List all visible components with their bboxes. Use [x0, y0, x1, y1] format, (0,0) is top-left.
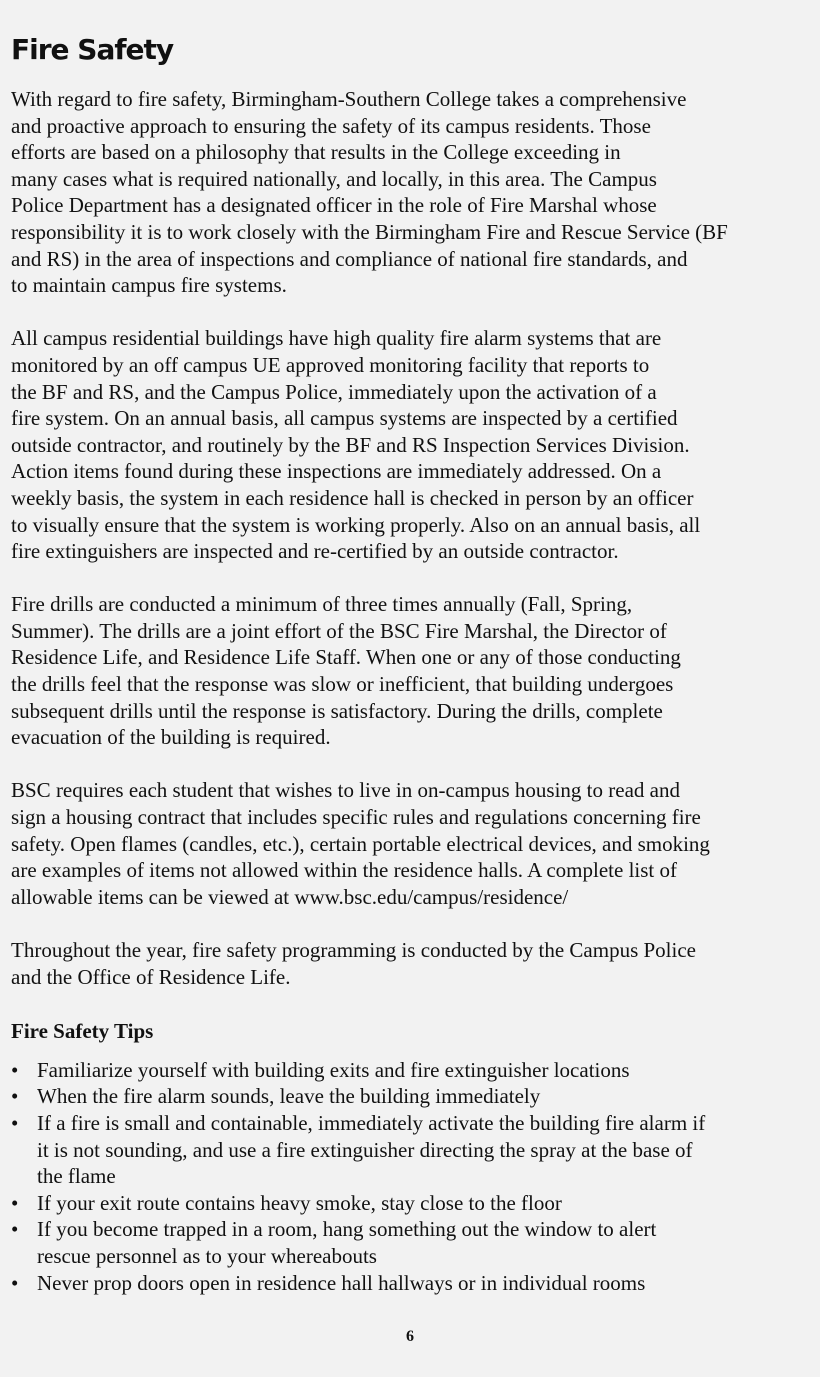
- tips-list: [11, 1057, 815, 1296]
- paragraph-fire-drills: Fire drills are conducted a minimum of three times annually (Fall, Spring, Summer). The drills are a joint effort of the BSC Fire Marshal, the Director of Residence Life, and Residence Life Staff. When one or any of those conducting the drills feel that the response was slow or inefficient, that building undergoes subsequent drills until the response is satisfactory. During the drills, complete evacuation of the building is required.: [11, 592, 681, 750]
- tip-text: Familiarize yourself with building exits and fire extinguisher locations: [37, 1057, 630, 1082]
- paragraph-intro: With regard to fire safety, Birmingham-Southern College takes a comprehensive and proactive approach to ensuring the safety of its campus residents. Those efforts are based on a philosophy that results in the College exceeding in many cases what is required nationally, and locally, in this area. The Campus Police Department has a designated officer in the role of Fire Marshal whose responsibility it is to work closely with the Birmingham Fire and Rescue Service (BF and RS) in the area of inspections and compliance of national fire standards, and to maintain campus fire systems.: [11, 87, 728, 298]
- tip-text: If you become trapped in a room, hang something out the window to alert rescue personnel as to your whereabouts: [37, 1217, 657, 1268]
- tip-text: If your exit route contains heavy smoke, stay close to the floor: [37, 1190, 562, 1215]
- bullet-icon: •: [11, 1110, 19, 1135]
- tip-text: Never prop doors open in residence hall hallways or in individual rooms: [37, 1270, 646, 1295]
- bullet-icon: •: [11, 1270, 19, 1295]
- tip-text: When the fire alarm sounds, leave the building immediately: [37, 1084, 541, 1109]
- list-item: [11, 1110, 815, 1190]
- tips-heading: Fire Safety Tips: [11, 1018, 154, 1043]
- list-item: [11, 1057, 815, 1084]
- bullet-icon: •: [11, 1217, 19, 1242]
- paragraph-housing-contract: BSC requires each student that wishes to live in on-campus housing to read and sign a housing contract that includes specific rules and regulations concerning fire safety. Open flames (candles, etc.), certain portable electrical devices, and smoking are examples of items not allowed within the residence halls. A complete list of allowable items can be viewed at www.bsc.edu/campus/residence/: [11, 778, 710, 909]
- paragraph-programming: Throughout the year, fire safety programming is conducted by the Campus Police and the Office of Residence Life.: [11, 938, 696, 989]
- page-number: 6: [406, 1328, 414, 1345]
- bullet-icon: •: [11, 1084, 19, 1109]
- paragraph-alarm-systems: All campus residential buildings have high quality fire alarm systems that are monitored by an off campus UE approved monitoring facility that reports to the BF and RS, and the Campus Police, immediately upon the activation of a fire system. On an annual basis, all campus systems are inspected by a certified outside contractor, and routinely by the BF and RS Inspection Services Division. Action items found during these inspections are immediately addressed. On a weekly basis, the system in each residence hall is checked in person by an officer to visually ensure that the system is working properly. Also on an annual basis, all fire extinguishers are inspected and re-certified by an outside contractor.: [11, 326, 701, 564]
- list-item: [11, 1083, 815, 1110]
- tip-text: If a fire is small and containable, immediately activate the building fire alarm if it is not sounding, and use a fire extinguisher directing the spray at the base of the flame: [37, 1110, 706, 1189]
- document-page: [11, 30, 815, 1296]
- list-item: [11, 1190, 815, 1217]
- bullet-icon: •: [11, 1057, 19, 1082]
- page-title: Fire Safety: [11, 33, 174, 66]
- list-item: [11, 1270, 815, 1297]
- bullet-icon: •: [11, 1190, 19, 1215]
- list-item: [11, 1216, 815, 1269]
